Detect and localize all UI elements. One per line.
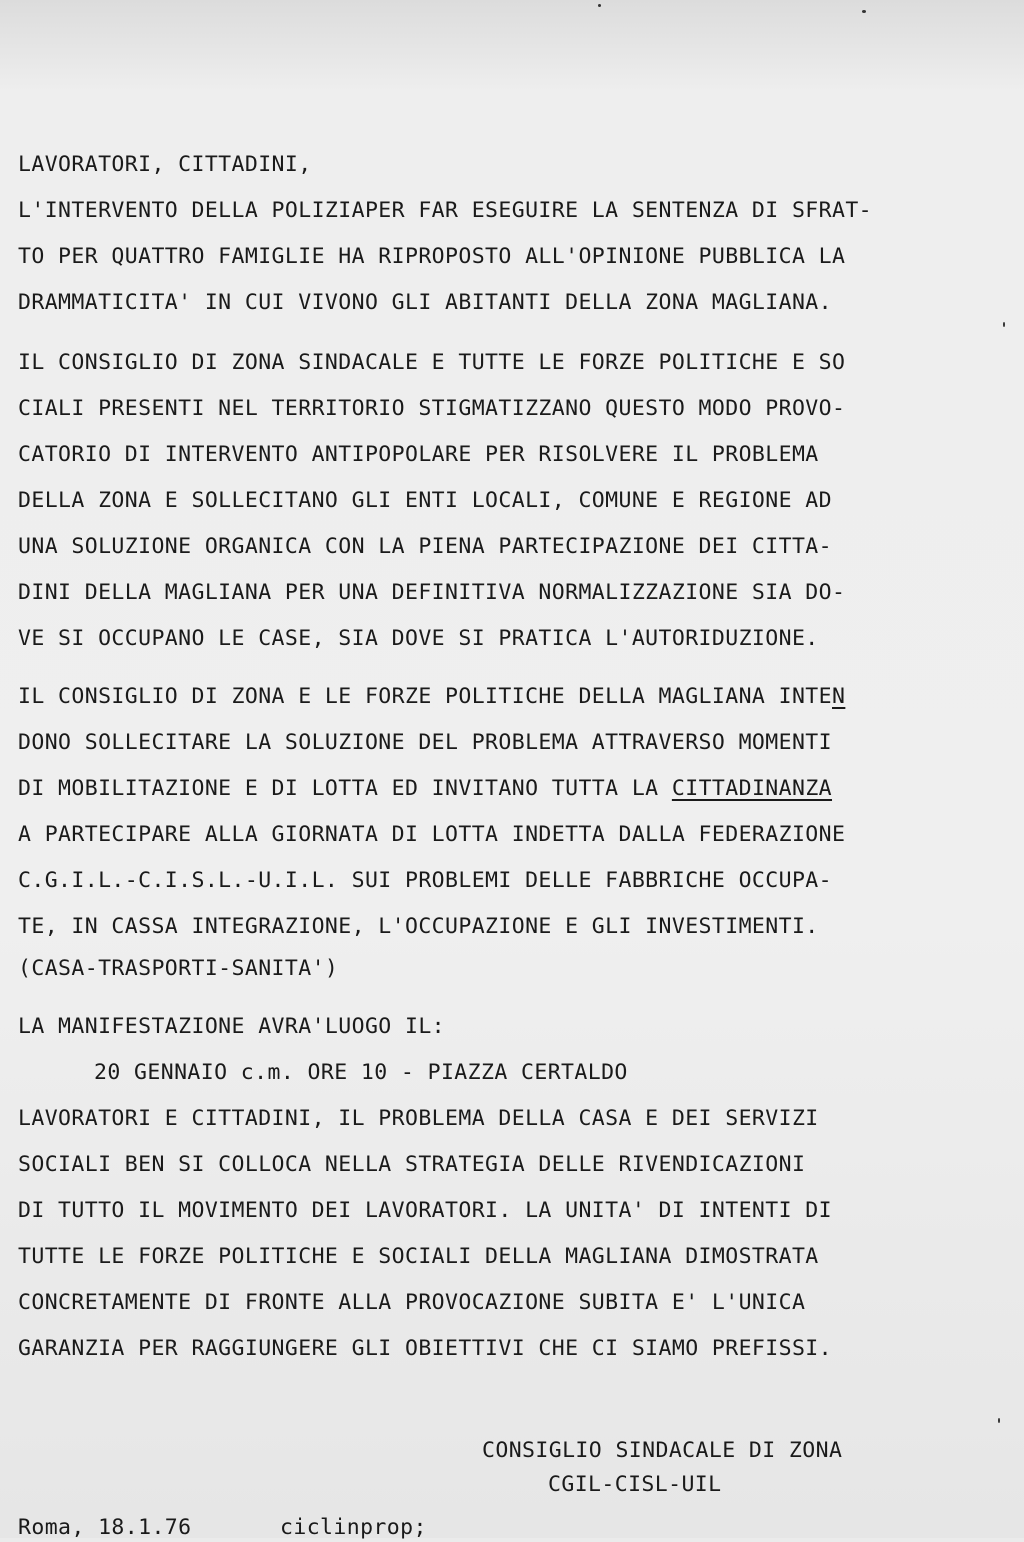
paragraph-2-line: CATORIO DI INTERVENTO ANTIPOPOLARE PER RISOLVERE IL PROBLEMA (18, 442, 819, 467)
paragraph-4-line: CONCRETAMENTE DI FRONTE ALLA PROVOCAZIONE SUBITA E' L'UNICA (18, 1290, 806, 1315)
paragraph-1-line: DRAMMATICITA' IN CUI VIVONO GLI ABITANTI DELLA ZONA MAGLIANA. (18, 290, 832, 315)
paragraph-4-line: GARANZIA PER RAGGIUNGERE GLI OBIETTIVI CHE CI SIAMO PREFISSI. (18, 1336, 832, 1361)
paper-speck (998, 1418, 1000, 1423)
paper-speck (1003, 322, 1005, 327)
paragraph-3-line: DONO SOLLECITARE LA SOLUZIONE DEL PROBLEMA ATTRAVERSO MOMENTI (18, 730, 832, 755)
paragraph-4-line: TUTTE LE FORZE POLITICHE E SOCIALI DELLA MAGLIANA DIMOSTRATA (18, 1244, 819, 1269)
salutation: LAVORATORI, CITTADINI, (18, 152, 312, 177)
signature-line-2: CGIL-CISL-UIL (548, 1472, 722, 1497)
paper-speck (598, 4, 601, 7)
signature-line-1: CONSIGLIO SINDACALE DI ZONA (482, 1438, 843, 1463)
paragraph-4-line: LAVORATORI E CITTADINI, IL PROBLEMA DELLA CASA E DEI SERVIZI (18, 1106, 819, 1131)
paragraph-3-line: A PARTECIPARE ALLA GIORNATA DI LOTTA INDETTA DALLA FEDERAZIONE (18, 822, 846, 847)
paragraph-2-line: UNA SOLUZIONE ORGANICA CON LA PIENA PARTECIPAZIONE DEI CITTA- (18, 534, 832, 559)
paragraph-1-line: L'INTERVENTO DELLA POLIZIAPER FAR ESEGUIRE LA SENTENZA DI SFRAT- (18, 198, 873, 223)
document-reference: ciclinprop; (280, 1515, 427, 1540)
paragraph-2-line: VE SI OCCUPANO LE CASE, SIA DOVE SI PRATICA L'AUTORIDUZIONE. (18, 626, 819, 651)
paragraph-3-line (18, 775, 832, 803)
paragraph-2-line: CIALI PRESENTI NEL TERRITORIO STIGMATIZZANO QUESTO MODO PROVO- (18, 396, 846, 421)
paragraph-1-line: TO PER QUATTRO FAMIGLIE HA RIPROPOSTO ALL'OPINIONE PUBBLICA LA (18, 244, 846, 269)
underlined-letter: N (832, 684, 846, 709)
paragraph-4-line: SOCIALI BEN SI COLLOCA NELLA STRATEGIA DELLE RIVENDICAZIONI (18, 1152, 806, 1177)
event-details: 20 GENNAIO c.m. ORE 10 - PIAZZA CERTALDO (94, 1060, 628, 1085)
paragraph-3-line: (CASA-TRASPORTI-SANITA') (18, 956, 339, 981)
underlined-cittadinanza: CITTADINANZA (671, 776, 833, 801)
paragraph-3-text: DI MOBILITAZIONE E DI LOTTA ED INVITANO TUTTA LA (18, 776, 672, 801)
paragraph-2-line (18, 349, 845, 377)
paragraph-3-line: TE, IN CASSA INTEGRAZIONE, L'OCCUPAZIONE E GLI INVESTIMENTI. (18, 914, 819, 939)
paragraph-2-line: DINI DELLA MAGLIANA PER UNA DEFINITIVA NORMALIZZAZIONE SIA DO- (18, 580, 846, 605)
paragraph-3-text: IL CONSIGLIO DI ZONA E LE FORZE POLITICHE DELLA MAGLIANA INTE (18, 684, 832, 709)
paragraph-3-line: C.G.I.L.-C.I.S.L.-U.I.L. SUI PROBLEMI DELLE FABBRICHE OCCUPA- (18, 868, 832, 893)
announcement: LA MANIFESTAZIONE AVRA'LUOGO IL: (18, 1014, 446, 1039)
place-date: Roma, 18.1.76 (18, 1515, 192, 1540)
paragraph-2-line: DELLA ZONA E SOLLECITANO GLI ENTI LOCALI, COMUNE E REGIONE AD (18, 488, 832, 513)
paper-speck (862, 10, 866, 13)
paragraph-4-line: DI TUTTO IL MOVIMENTO DEI LAVORATORI. LA UNITA' DI INTENTI DI (18, 1198, 832, 1223)
paragraph-3-line (18, 683, 845, 711)
paragraph-2-text: IL CONSIGLIO DI ZONA SINDACALE E TUTTE LE FORZE POLITICHE E SO (18, 350, 846, 375)
